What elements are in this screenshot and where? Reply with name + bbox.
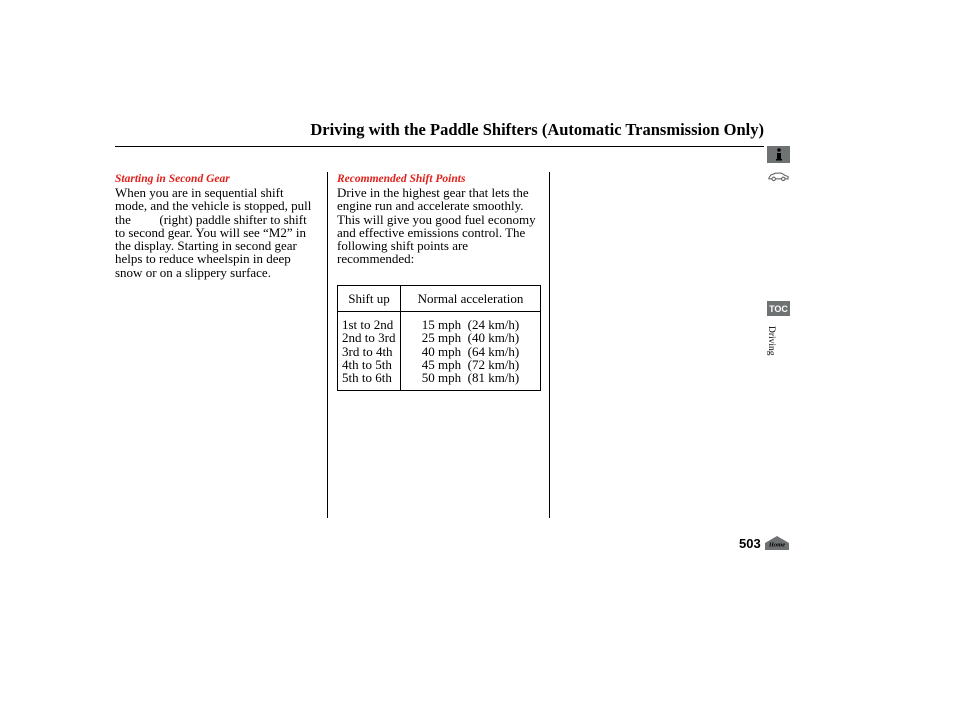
speed-5-6: 50 mph (81 km/h) <box>421 370 520 386</box>
gear-4-5: 4th to 5th <box>342 356 392 372</box>
speed-3-4: 40 mph (64 km/h) <box>421 343 520 359</box>
second-gear-text-part1: When you are in sequential shift mode, and the vehicle is stopped, pull the <box>115 185 312 227</box>
gear-cell <box>338 312 401 391</box>
index-button[interactable] <box>767 168 790 184</box>
left-column <box>115 173 315 279</box>
table-row <box>338 312 541 391</box>
section-label-driving: Driving <box>766 326 776 356</box>
page-number: 503 <box>739 536 761 551</box>
shift-points-table <box>337 285 541 391</box>
speed-cell <box>401 312 541 391</box>
home-icon <box>764 535 790 551</box>
toc-button[interactable]: TOC <box>767 301 790 316</box>
car-index-icon <box>767 169 790 183</box>
table-header-normal-acceleration: Normal acceleration <box>401 286 541 312</box>
gear-5-6: 5th to 6th <box>342 370 392 386</box>
home-label: Home <box>768 541 786 549</box>
column-divider-right <box>549 172 550 518</box>
speed-2-3: 25 mph (40 km/h) <box>421 330 520 346</box>
gear-1-2: 1st to 2nd <box>342 317 394 332</box>
info-button[interactable] <box>767 146 790 163</box>
info-icon <box>774 148 784 161</box>
middle-column <box>337 173 542 266</box>
table-header-row <box>338 286 541 312</box>
speed-4-5: 45 mph (72 km/h) <box>421 356 520 372</box>
page-title: Driving with the Paddle Shifters (Automatic Transmission Only) <box>310 120 764 139</box>
second-gear-text-part2: (right) paddle shifter to shift to second gear. You will see “M2” in the display. Starting in second gear helps to reduce wheelspin in deep snow or on a slippery surface. <box>115 211 307 280</box>
column-divider-left <box>327 172 328 518</box>
speed-1-2: 15 mph (24 km/h) <box>421 317 520 332</box>
gear-2-3: 2nd to 3rd <box>342 330 396 346</box>
second-gear-text <box>115 186 315 279</box>
gear-3-4: 3rd to 4th <box>342 343 393 359</box>
section-heading-second-gear: Starting in Second Gear <box>115 173 230 185</box>
shift-points-text: Drive in the highest gear that lets the engine run and accelerate smoothly. This will give you good fuel economy and effective emissions control. The following shift points are recommended: <box>337 185 536 267</box>
title-divider <box>115 146 764 147</box>
table-header-shift-up: Shift up <box>338 286 401 312</box>
home-button[interactable] <box>764 535 790 551</box>
section-heading-shift-points: Recommended Shift Points <box>337 173 466 185</box>
